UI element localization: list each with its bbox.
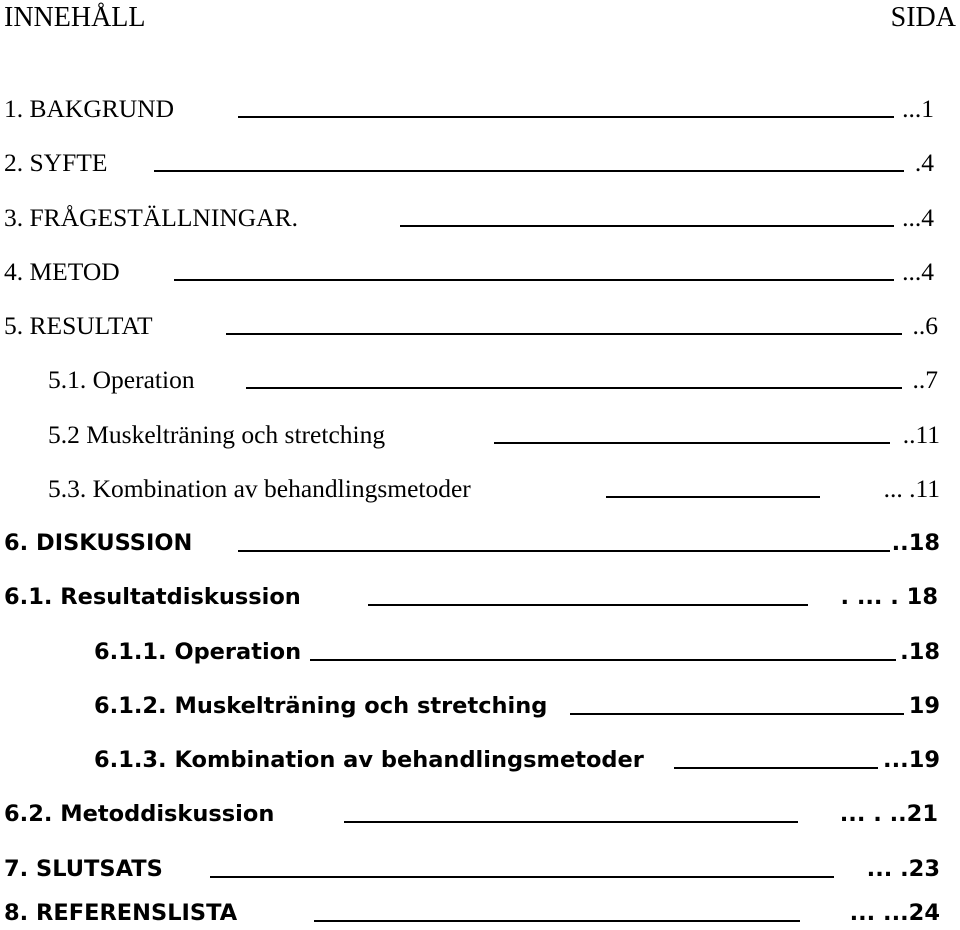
toc-entry-7[interactable]: [4, 852, 940, 886]
toc-entry-page: ... . ..21: [839, 801, 938, 827]
toc-entry-page: ...4: [902, 203, 934, 232]
toc-leader: [310, 659, 896, 661]
toc-entry-page: ... ...24: [849, 900, 940, 926]
toc-entry-page: ...4: [902, 257, 934, 286]
toc-leader: [344, 821, 798, 823]
toc-entry-page: ...1: [902, 94, 934, 123]
toc-entry-6-1-1[interactable]: [94, 635, 940, 669]
toc-entry-title: 2. SYFTE: [4, 148, 108, 177]
toc-leader: [238, 116, 894, 118]
toc-entry-title: 6.1.1. Operation: [94, 639, 302, 665]
toc-entry-title: 8. REFERENSLISTA: [4, 900, 238, 926]
toc-entry-title: 5.2 Muskelträning och stretching: [48, 420, 386, 449]
toc-entry-page: 19: [908, 693, 940, 719]
toc-entry-title: 7. SLUTSATS: [4, 856, 163, 882]
toc-entry-6-1[interactable]: [4, 580, 938, 614]
toc-leader: [368, 604, 808, 606]
toc-leader: [674, 767, 878, 769]
toc-entry-title: 4. METOD: [4, 257, 120, 286]
toc-leader: [174, 279, 894, 281]
toc-entry-page: ..11: [902, 420, 940, 449]
toc-entry-5-1[interactable]: [48, 363, 938, 397]
toc-entry-5-2[interactable]: [48, 418, 940, 452]
toc-leader: [400, 225, 894, 227]
toc-entry-title: 3. FRÅGESTÄLLNINGAR.: [4, 203, 298, 232]
toc-entry-page: . ... . 18: [840, 584, 938, 610]
toc-entry-title: 6.2. Metoddiskussion: [4, 801, 275, 827]
toc-leader: [494, 442, 890, 444]
toc-entry-2[interactable]: [4, 146, 934, 180]
toc-entry-page: .4: [914, 148, 934, 177]
toc-entry-title: 5.3. Kombination av behandlingsmetoder: [48, 474, 471, 503]
toc-leader: [238, 550, 890, 552]
toc-leader: [154, 170, 904, 172]
toc-entry-title: 6. DISKUSSION: [4, 530, 193, 556]
toc-entry-title: 6.1.2. Muskelträning och stretching: [94, 693, 548, 719]
page-column-heading: SIDA: [890, 2, 956, 33]
toc-entry-6-1-3[interactable]: [94, 743, 940, 777]
toc-entry-5[interactable]: [4, 309, 938, 343]
toc-entry-title: 1. BAKGRUND: [4, 94, 175, 123]
toc-heading: INNEHÅLL: [4, 2, 146, 33]
toc-entry-page: ..18: [891, 530, 940, 556]
toc-entry-title: 5.1. Operation: [48, 365, 195, 394]
toc-entry-title: 6.1. Resultatdiskussion: [4, 584, 301, 610]
toc-entry-title: 6.1.3. Kombination av behandlingsmetoder: [94, 747, 644, 773]
toc-entry-page: ... .23: [866, 856, 940, 882]
toc-entry-page: ..6: [912, 311, 938, 340]
toc-entry-page: ...19: [883, 747, 940, 773]
toc-leader: [314, 920, 800, 922]
toc-entry-3[interactable]: [4, 201, 934, 235]
toc-leader: [246, 387, 902, 389]
toc-entry-page: ... .11: [883, 474, 940, 503]
toc-leader: [226, 333, 902, 335]
toc-entry-6-2[interactable]: [4, 797, 938, 831]
toc-entry-4[interactable]: [4, 255, 934, 289]
toc-leader: [210, 876, 834, 878]
toc-entry-title: 5. RESULTAT: [4, 311, 153, 340]
toc-leader: [570, 713, 904, 715]
toc-entry-6[interactable]: [4, 526, 940, 560]
toc-leader: [606, 496, 820, 498]
toc-entry-6-1-2[interactable]: [94, 689, 940, 723]
toc-entry-8[interactable]: [4, 896, 940, 930]
toc-entry-page: .18: [900, 639, 940, 665]
toc-entry-1[interactable]: [4, 92, 934, 126]
toc-entry-5-3[interactable]: [48, 472, 940, 506]
toc-entry-page: ..7: [912, 365, 938, 394]
